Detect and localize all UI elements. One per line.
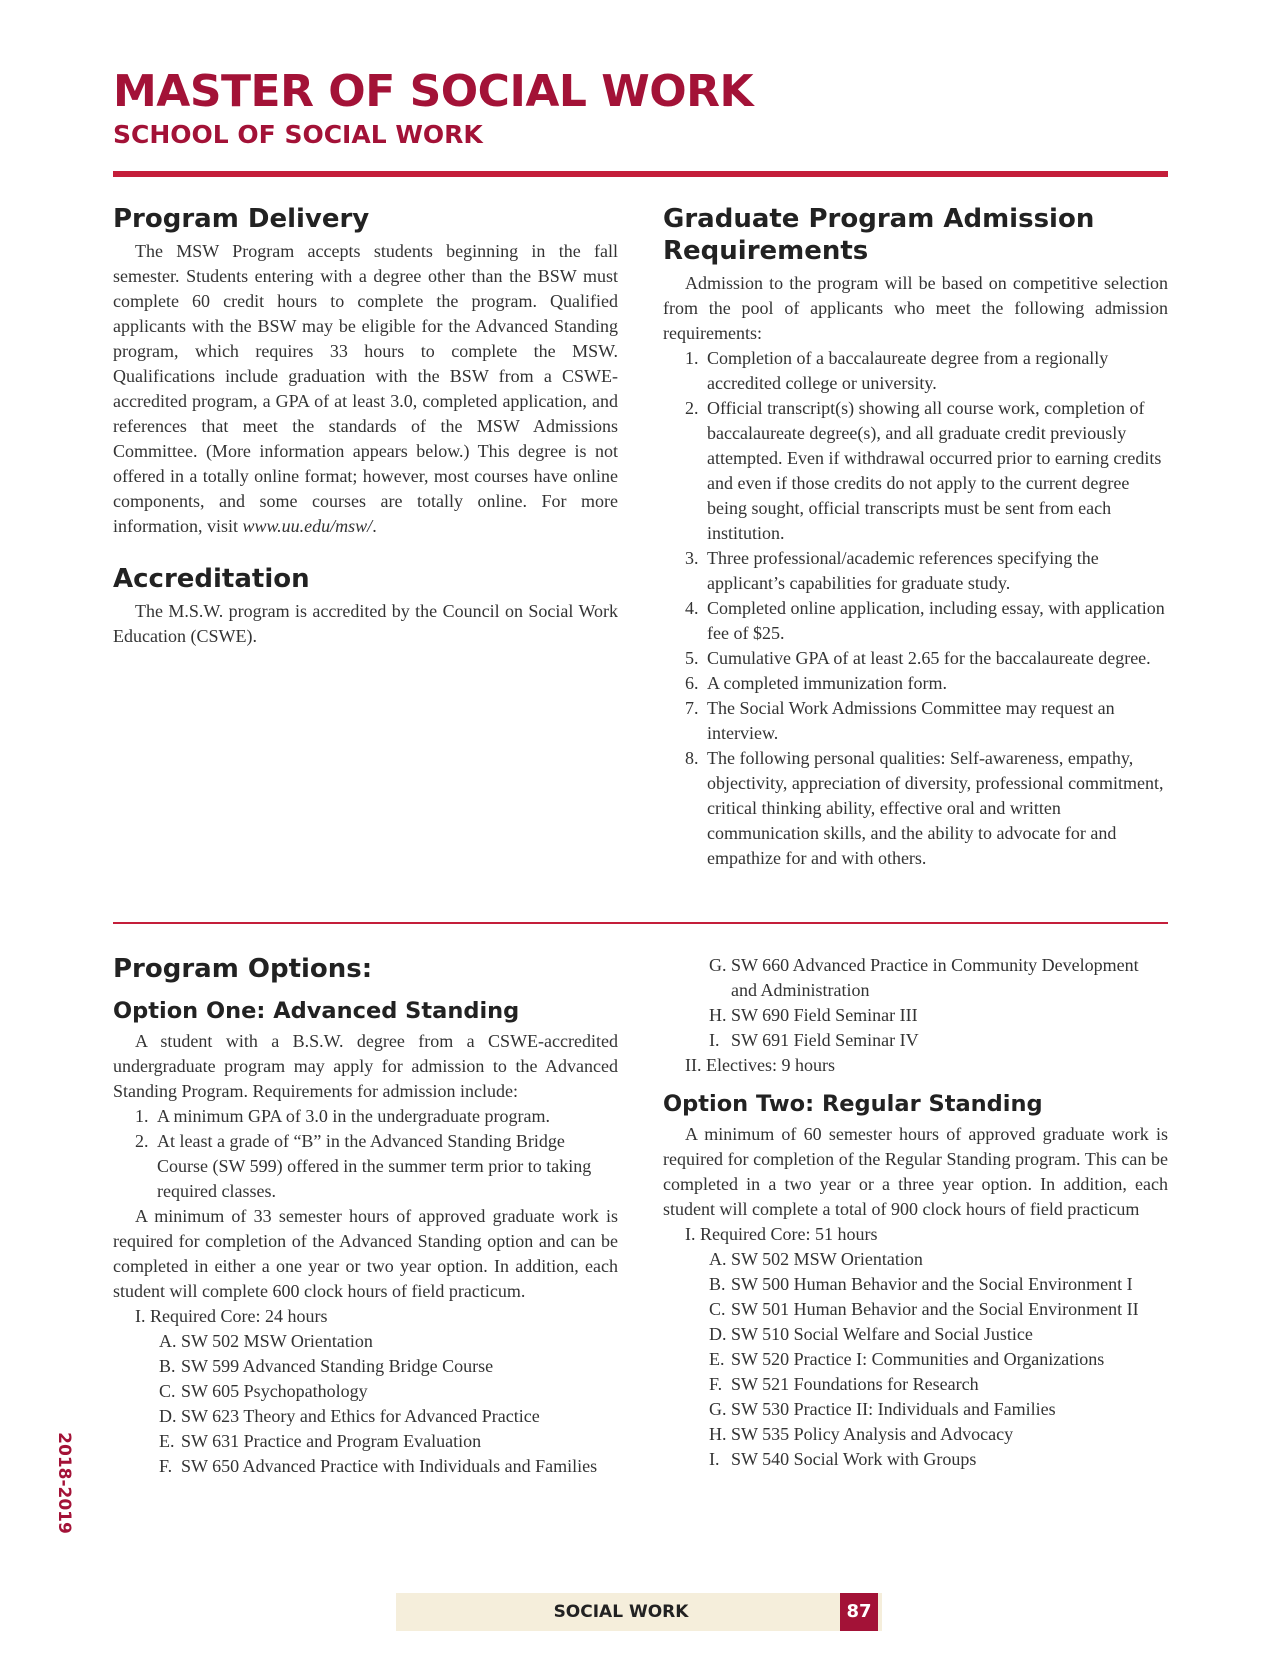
right-bottom-column <box>663 953 1168 1472</box>
left-bottom-column <box>113 953 618 1479</box>
course-item: E. SW 631 Practice and Program Evaluation <box>159 1431 482 1451</box>
catalog-year-label: 2018-2019 <box>54 1432 74 1534</box>
course-item: D. SW 510 Social Welfare and Social Justice <box>709 1324 1033 1344</box>
course-item: A. SW 502 MSW Orientation <box>159 1331 373 1351</box>
msw-link[interactable]: www.uu.edu/msw/ <box>242 516 373 536</box>
course-item: C. SW 605 Psychopathology <box>159 1381 368 1401</box>
section-divider <box>113 922 1168 924</box>
option-one-electives: II. Electives: 9 hours <box>685 1055 835 1075</box>
course-item: I. SW 691 Field Seminar IV <box>709 1030 919 1050</box>
footer-bar <box>396 1593 882 1631</box>
course-item: H. SW 535 Policy Analysis and Advocacy <box>709 1424 1014 1444</box>
option-one-intro: A student with a B.S.W. degree from a CSWE-accredited undergraduate program may apply for admission to the Advanced Standing Program. Requirements for admission include: <box>113 1031 618 1101</box>
course-item: D. SW 623 Theory and Ethics for Advanced Practice <box>159 1406 540 1426</box>
list-item: 2. At least a grade of “B” in the Advanced Standing Bridge Course (SW 599) offered in the summer term prior to taking required classes. <box>135 1131 592 1201</box>
course-item: C. SW 501 Human Behavior and the Social Environment II <box>709 1299 1139 1319</box>
option-two-heading: Option Two: Regular Standing <box>663 1091 1043 1117</box>
course-item: A. SW 502 MSW Orientation <box>709 1249 923 1269</box>
list-item: 7. The Social Work Admissions Committee may request an interview. <box>685 698 1115 743</box>
course-item: B. SW 500 Human Behavior and the Social Environment I <box>709 1274 1133 1294</box>
list-item: 1. Completion of a baccalaureate degree from a regionally accredited college or university. <box>685 348 1109 393</box>
list-item: 4. Completed online application, including essay, with application fee of $25. <box>685 598 1165 643</box>
admission-list <box>663 346 1168 871</box>
header-divider <box>113 171 1168 177</box>
admission-intro: Admission to the program will be based on competitive selection from the pool of applicants who meet the following admission requirements: <box>663 273 1168 343</box>
program-delivery-text: The MSW Program accepts students beginning in the fall semester. Students entering with a degree other than the BSW must complete 60 credit hours to complete the program. Qualified applicants with the BSW may be eligible for the Advanced Standing program, which requires 33 hours to complete the MSW. Qualifications include graduation with the BSW from a CSWE-accredited program, a GPA of at least 3.0, completed application, and references that meet the standards of the MSW Admissions Committee. (More information appears below.) This degree is not offered in a totally online format; however, most courses have online components, and some courses are totally online. For more information, visit <box>113 241 618 536</box>
course-item: B. SW 599 Advanced Standing Bridge Course <box>159 1356 494 1376</box>
list-item: 6. A completed immunization form. <box>685 673 947 693</box>
option-two-core-label: I. Required Core: 51 hours <box>685 1224 878 1244</box>
footer-section-label: SOCIAL WORK <box>553 1602 689 1622</box>
page-header <box>113 66 1163 150</box>
left-top-column <box>113 203 618 649</box>
page-subtitle: SCHOOL OF SOCIAL WORK <box>113 120 483 149</box>
course-item: G. SW 660 Advanced Practice in Community Development and Administration <box>709 955 1139 1000</box>
course-item: I. SW 540 Social Work with Groups <box>709 1449 977 1469</box>
page-title: MASTER OF SOCIAL WORK <box>113 66 754 117</box>
link-suffix: . <box>372 516 377 536</box>
admission-heading: Graduate Program Admission Requirements <box>663 204 1095 266</box>
accreditation-heading: Accreditation <box>113 564 310 594</box>
program-options-heading: Program Options: <box>113 954 373 984</box>
list-item: 2. Official transcript(s) showing all course work, completion of baccalaureate degree(s), and all graduate credit previously attempted. Even if withdrawal occurred prior to earning credits and even if those credits do not apply to the current degree being sought, official transcripts must be sent from each institution. <box>685 398 1162 543</box>
option-one-core-label: I. Required Core: 24 hours <box>135 1306 328 1326</box>
course-item: H. SW 690 Field Seminar III <box>709 1005 918 1025</box>
course-item: G. SW 530 Practice II: Individuals and Families <box>709 1399 1056 1419</box>
accreditation-body: The M.S.W. program is accredited by the Council on Social Work Education (CSWE). <box>113 601 618 646</box>
program-delivery-body <box>113 239 618 539</box>
list-item: 5. Cumulative GPA of at least 2.65 for the baccalaureate degree. <box>685 648 1151 668</box>
course-item: F. SW 521 Foundations for Research <box>709 1374 979 1394</box>
course-item: F. SW 650 Advanced Practice with Individuals and Families <box>159 1456 598 1476</box>
option-two-intro: A minimum of 60 semester hours of approved graduate work is required for completion of the Regular Standing program. This can be completed in a two year or a three year option. In addition, each student will complete a total of 900 clock hours of field practicum <box>663 1124 1168 1219</box>
option-one-body: A minimum of 33 semester hours of approved graduate work is required for completion of the Advanced Standing option and can be completed in either a one year or two year option. In addition, each student will complete 600 clock hours of field practicum. <box>113 1206 618 1301</box>
right-top-column <box>663 203 1168 871</box>
list-item: 8. The following personal qualities: Self-awareness, empathy, objectivity, appreciation of diversity, professional commitment, critical thinking ability, effective oral and written communication skills, and the ability to advocate for and empathize for and with others. <box>685 748 1164 868</box>
page-number: 87 <box>840 1593 878 1631</box>
option-one-requirements <box>113 1104 618 1204</box>
list-item: 1. A minimum GPA of 3.0 in the undergraduate program. <box>135 1106 550 1126</box>
program-delivery-heading: Program Delivery <box>113 204 370 234</box>
course-item: E. SW 520 Practice I: Communities and Organizations <box>709 1349 1105 1369</box>
list-item: 3. Three professional/academic references specifying the applicant’s capabilities for graduate study. <box>685 548 1099 593</box>
option-one-heading: Option One: Advanced Standing <box>113 998 520 1024</box>
